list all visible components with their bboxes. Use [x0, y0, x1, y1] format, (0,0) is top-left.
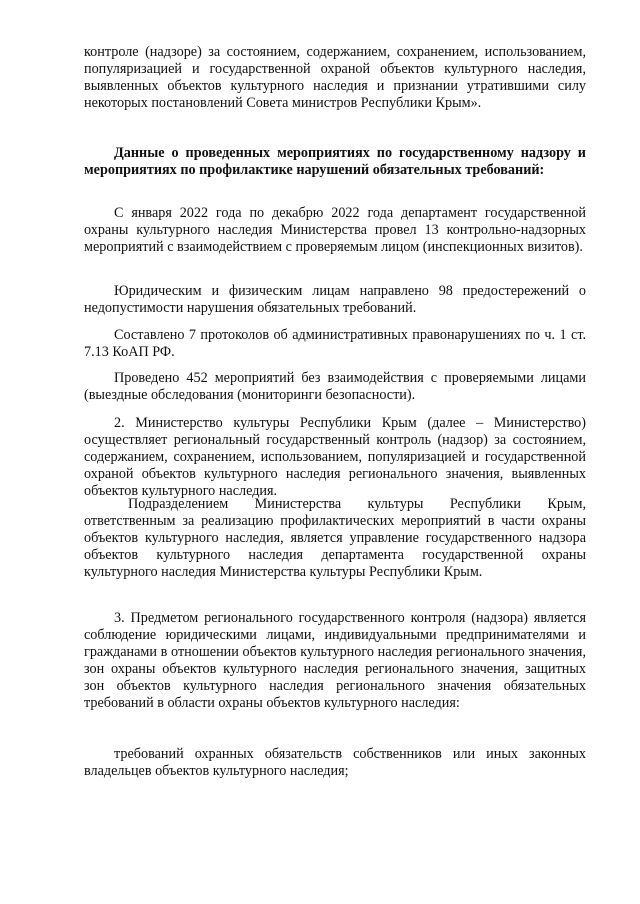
paragraph-section-3: 3. Предметом регионального государственного контроля (надзора) является соблюдение юридическими лицами, индивидуальными предпринимателями и гражданами в отношении объектов культурного наследия регионального значения, зон охраны объектов культурного наследия регионального значения, защитных зон объектов культурного наследия регионального значения обязательных требований в области охраны объектов культурного наследия: — [84, 610, 586, 711]
paragraph-subdivision: Подразделением Министерства культуры Республики Крым, ответственным за реализацию профилактических мероприятий в части охраны объектов культурного наследия, является управление государственного надзора объектов культурного наследия департамента государственной охраны культурного наследия Министерства культуры Республики Крым. — [84, 496, 586, 580]
paragraph-protocols: Составлено 7 протоколов об административных правонарушениях по ч. 1 ст. 7.13 КоАП РФ. — [84, 327, 586, 360]
paragraph-warnings: Юридическим и физическим лицам направлено 98 предостережений о недопустимости нарушения обязательных требований. — [84, 283, 586, 316]
paragraph-requirements: требований охранных обязательств собственников или иных законных владельцев объектов культурного наследия; — [84, 746, 586, 779]
paragraph-inspection-visits: С января 2022 года по декабрю 2022 года департамент государственной охраны культурного наследия Министерства провел 13 контрольно-надзорных мероприятий с взаимодействием с проверяемым лицом (инспекционных визитов). — [84, 205, 586, 255]
paragraph-monitoring: Проведено 452 мероприятий без взаимодействия с проверяемыми лицами (выездные обследования (мониторинги безопасности). — [84, 370, 586, 403]
paragraph-intro-end: контроле (надзоре) за состоянием, содержанием, сохранением, использованием, популяризацией и государственной охраной объектов культурного наследия, выявленных объектов культурного наследия и признании утратившими силу некоторых постановлений Совета министров Республики Крым». — [84, 44, 586, 111]
section-heading: Данные о проведенных мероприятиях по государственному надзору и мероприятиях по профилактике нарушений обязательных требований: — [84, 145, 586, 178]
paragraph-section-2: 2. Министерство культуры Республики Крым (далее – Министерство) осуществляет региональный государственный контроль (надзор) за состоянием, содержанием, сохранением, использованием, популяризацией и государственной охраной объектов культурного наследия регионального значения, выявленных объектов культурного наследия. — [84, 415, 586, 499]
